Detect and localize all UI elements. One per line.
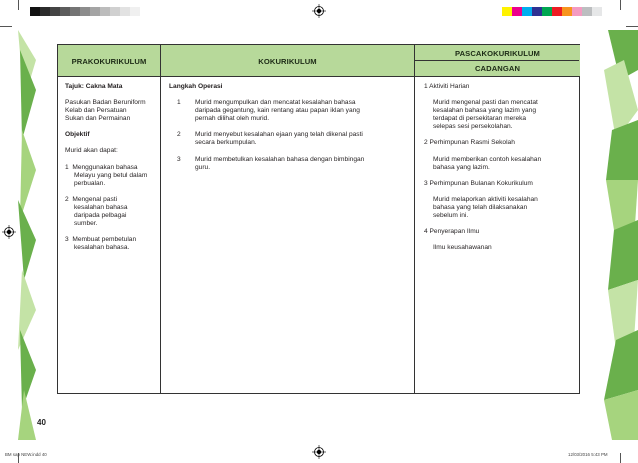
operation-step: 3 Murid membetulkan kesalahan bahasa dengan bimbingan guru. [177, 155, 365, 171]
footer-filename: BM sap NEW.indd 40 [5, 452, 47, 457]
crop-mark [620, 0, 621, 10]
objective-intro: Murid akan dapat: [65, 147, 118, 155]
footer-timestamp: 12/03/2016 5:43 PM [568, 452, 608, 457]
page-number: 40 [37, 418, 46, 427]
registration-mark-top [312, 4, 326, 18]
suggestion-item: 3 Perhimpunan Bulanan Kokurikulum Murid melaporkan aktiviti kesalahan bahasa yang telah dilaksanakan sebelum ini. [424, 179, 538, 220]
operation-steps-heading: Langkah Operasi [169, 83, 223, 90]
pascakokurikulum-column [424, 83, 576, 252]
pasukan-line: Kelab dan Persatuan [65, 107, 127, 115]
subheader-divider [415, 60, 579, 61]
crop-mark [620, 453, 621, 463]
header-cadangan: CADANGAN [474, 64, 521, 73]
curriculum-table [57, 44, 580, 394]
kokurikulum-column [169, 83, 409, 180]
suggestion-item: 2 Perhimpunan Rasmi Sekolah Murid memberikan contoh kesalahan bahasa yang lazim. [424, 139, 542, 171]
operation-step: 2 Murid menyebut kesalahan ejaan yang telah dikenal pasti secara berkumpulan. [177, 131, 363, 147]
crop-mark [0, 26, 12, 27]
objective-label: Objektif [65, 131, 90, 139]
left-green-decoration [0, 30, 36, 440]
color-calibration-strip [502, 7, 612, 16]
topic-title: Tajuk: Cakna Mata [65, 83, 123, 90]
pasukan-line: Sukan dan Permainan [65, 115, 131, 123]
column-divider [414, 45, 415, 393]
header-kokurikulum: KOKURIKULUM [161, 45, 414, 76]
suggestion-item: 4 Penyerapan Ilmu Ilmu keusahawanan [424, 228, 492, 252]
crop-mark [626, 26, 638, 27]
suggestion-item: 1 Aktiviti Harian Murid mengenal pasti dan mencatat kesalahan bahasa yang lazim yang terdapat di persekitaran mereka selepas sesi persekolahan. [424, 83, 538, 131]
right-green-decoration [598, 30, 638, 440]
header-pascakokurikulum: PASCAKOKURIKULUM CADANGAN [415, 45, 580, 76]
registration-mark-bottom [312, 445, 326, 459]
operation-step: 1 Murid mengumpulkan dan mencatat kesalahan bahasa daripada gegantung, kain rentang atau papan iklan yang pernah dilihat oleh murid. [177, 99, 360, 123]
objective-item: 1 Menggunakan bahasa Melayu yang betul dalam perbualan. [65, 163, 148, 187]
prakokurikulum-column [65, 83, 157, 252]
header-divider [58, 76, 579, 77]
column-divider [160, 45, 161, 393]
pasukan-line: Pasukan Badan Beruniform [65, 99, 146, 107]
objective-item: 3 Membuat pembetulan kesalahan bahasa. [65, 236, 137, 252]
gray-calibration-strip [30, 7, 140, 16]
objective-item: 2 Mengenal pasti kesalahan bahasa daripada pelbagai sumber. [65, 195, 128, 228]
header-prakokurikulum: PRAKOKURIKULUM [58, 45, 160, 76]
crop-mark [18, 0, 19, 10]
